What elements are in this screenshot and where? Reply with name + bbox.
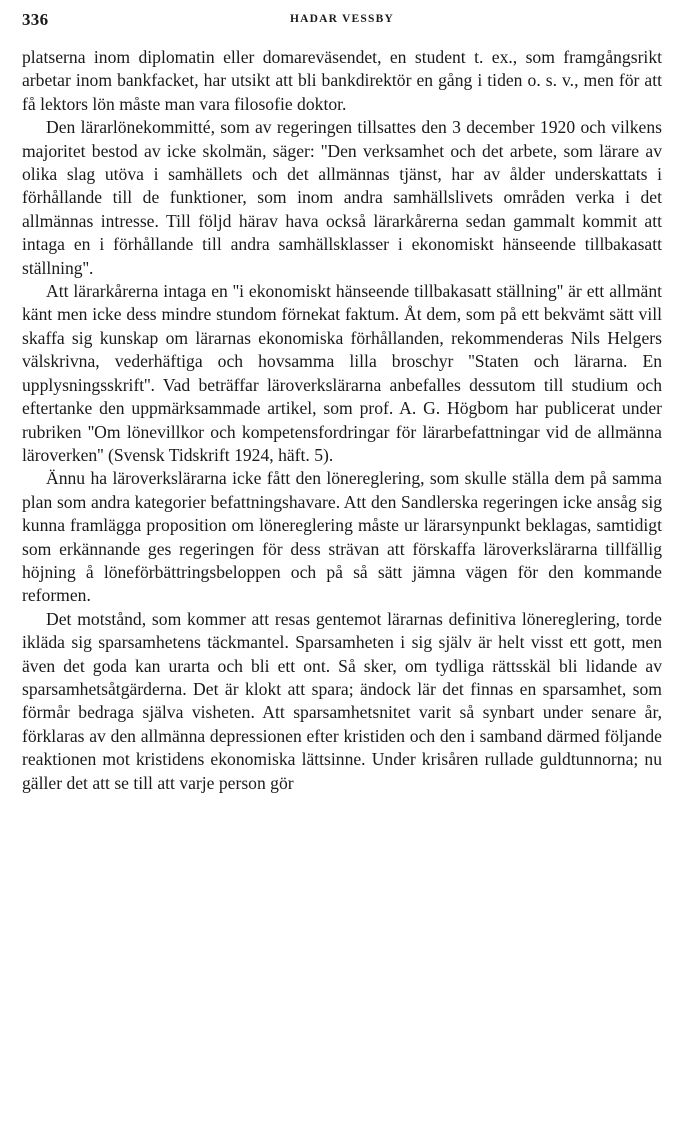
page-header bbox=[22, 10, 662, 34]
paragraph: platserna inom diplomatin eller domareväsendet, en student t. ex., som framgångsrikt arbetar inom bankfacket, har utsikt att bli bankdirektör en gång i tiden o. s. v., men för att få lektors lön måste man vara filosofie doktor. bbox=[22, 47, 662, 114]
page-number: 336 bbox=[22, 10, 49, 29]
paragraph: Ännu ha läroverkslärarna icke fått den lönereglering, som skulle ställa dem på samma plan som andra kategorier befattningshavare. Att den Sandlerska regeringen icke ansåg sig kunna framlägga proposition om lönereglering måste ur lärarsynpunkt beklagas, samtidigt som erkännande ges regeringen för dess strävan att förskaffa läroverkslärarna tillfällig höjning å löneförbättringsbeloppen och på så sätt jämna vägen för den kommande reformen. bbox=[22, 468, 662, 606]
paragraph: Den lärarlönekommitté, som av regeringen tillsattes den 3 december 1920 och vilkens majoritet bestod av icke skolmän, säger: ''Den verksamhet och det arbete, som lärare av olika slag utöva i samhällets och det allmännas tjänst, har av ålder underskattats i förhållande till de funktioner, som inom andra samhällslivets områden verka i det allmännas intresse. Till följd härav hava också lärarkårerna sedan gammalt kommit att intaga en i förhållande till andra samhällsklasser i ekonomiskt hänseende tillbakasatt ställning''. bbox=[22, 117, 662, 278]
paragraph: Det motstånd, som kommer att resas gentemot lärarnas definitiva lönereglering, torde ikläda sig sparsamhetens täckmantel. Sparsamheten i sig själv är helt visst ett gott, men även det goda kan urarta och bli ett ont. Så sker, om tydliga rättsskäl bli lidande av sparsamhetsåtgärderna. Det är klokt att spara; ändock lär det finnas en sparsamhet, som förmår bedraga själva visheten. Att sparsamhetsnitet varit så synbart under senare år, förklaras av den allmänna depressionen efter kristiden och den i samband därmed följande reaktionen mot kristidens ekonomiska lättsinne. Under krisåren rullade guldtunnorna; nu gäller det att se till att varje person gör bbox=[22, 608, 662, 793]
paragraph: Att lärarkårerna intaga en ''i ekonomiskt hänseende tillbakasatt ställning'' är ett allmänt känt men icke dess mindre stundom förnekat faktum. Åt dem, som på ett bekvämt sätt vill skaffa sig kunskap om lärarnas ekonomiska förhållanden, rekommenderas Nils Helgers välskrivna, vederhäftiga och hovsamma lilla broschyr ''Staten och lärarna. En upplysningsskrift''. Vad beträffar läroverkslärarna anbefalles dessutom till studium och eftertanke den uppmärksammade artikel, som prof. A. G. Högbom har publicerat under rubriken ''Om lönevillkor och kompetensfordringar för lärarbefattningar vid de allmänna läroverken'' (Svensk Tidskrift 1924, häft. 5). bbox=[22, 281, 662, 465]
running-head: HADAR VESSBY bbox=[290, 13, 394, 25]
body-text bbox=[22, 46, 662, 795]
